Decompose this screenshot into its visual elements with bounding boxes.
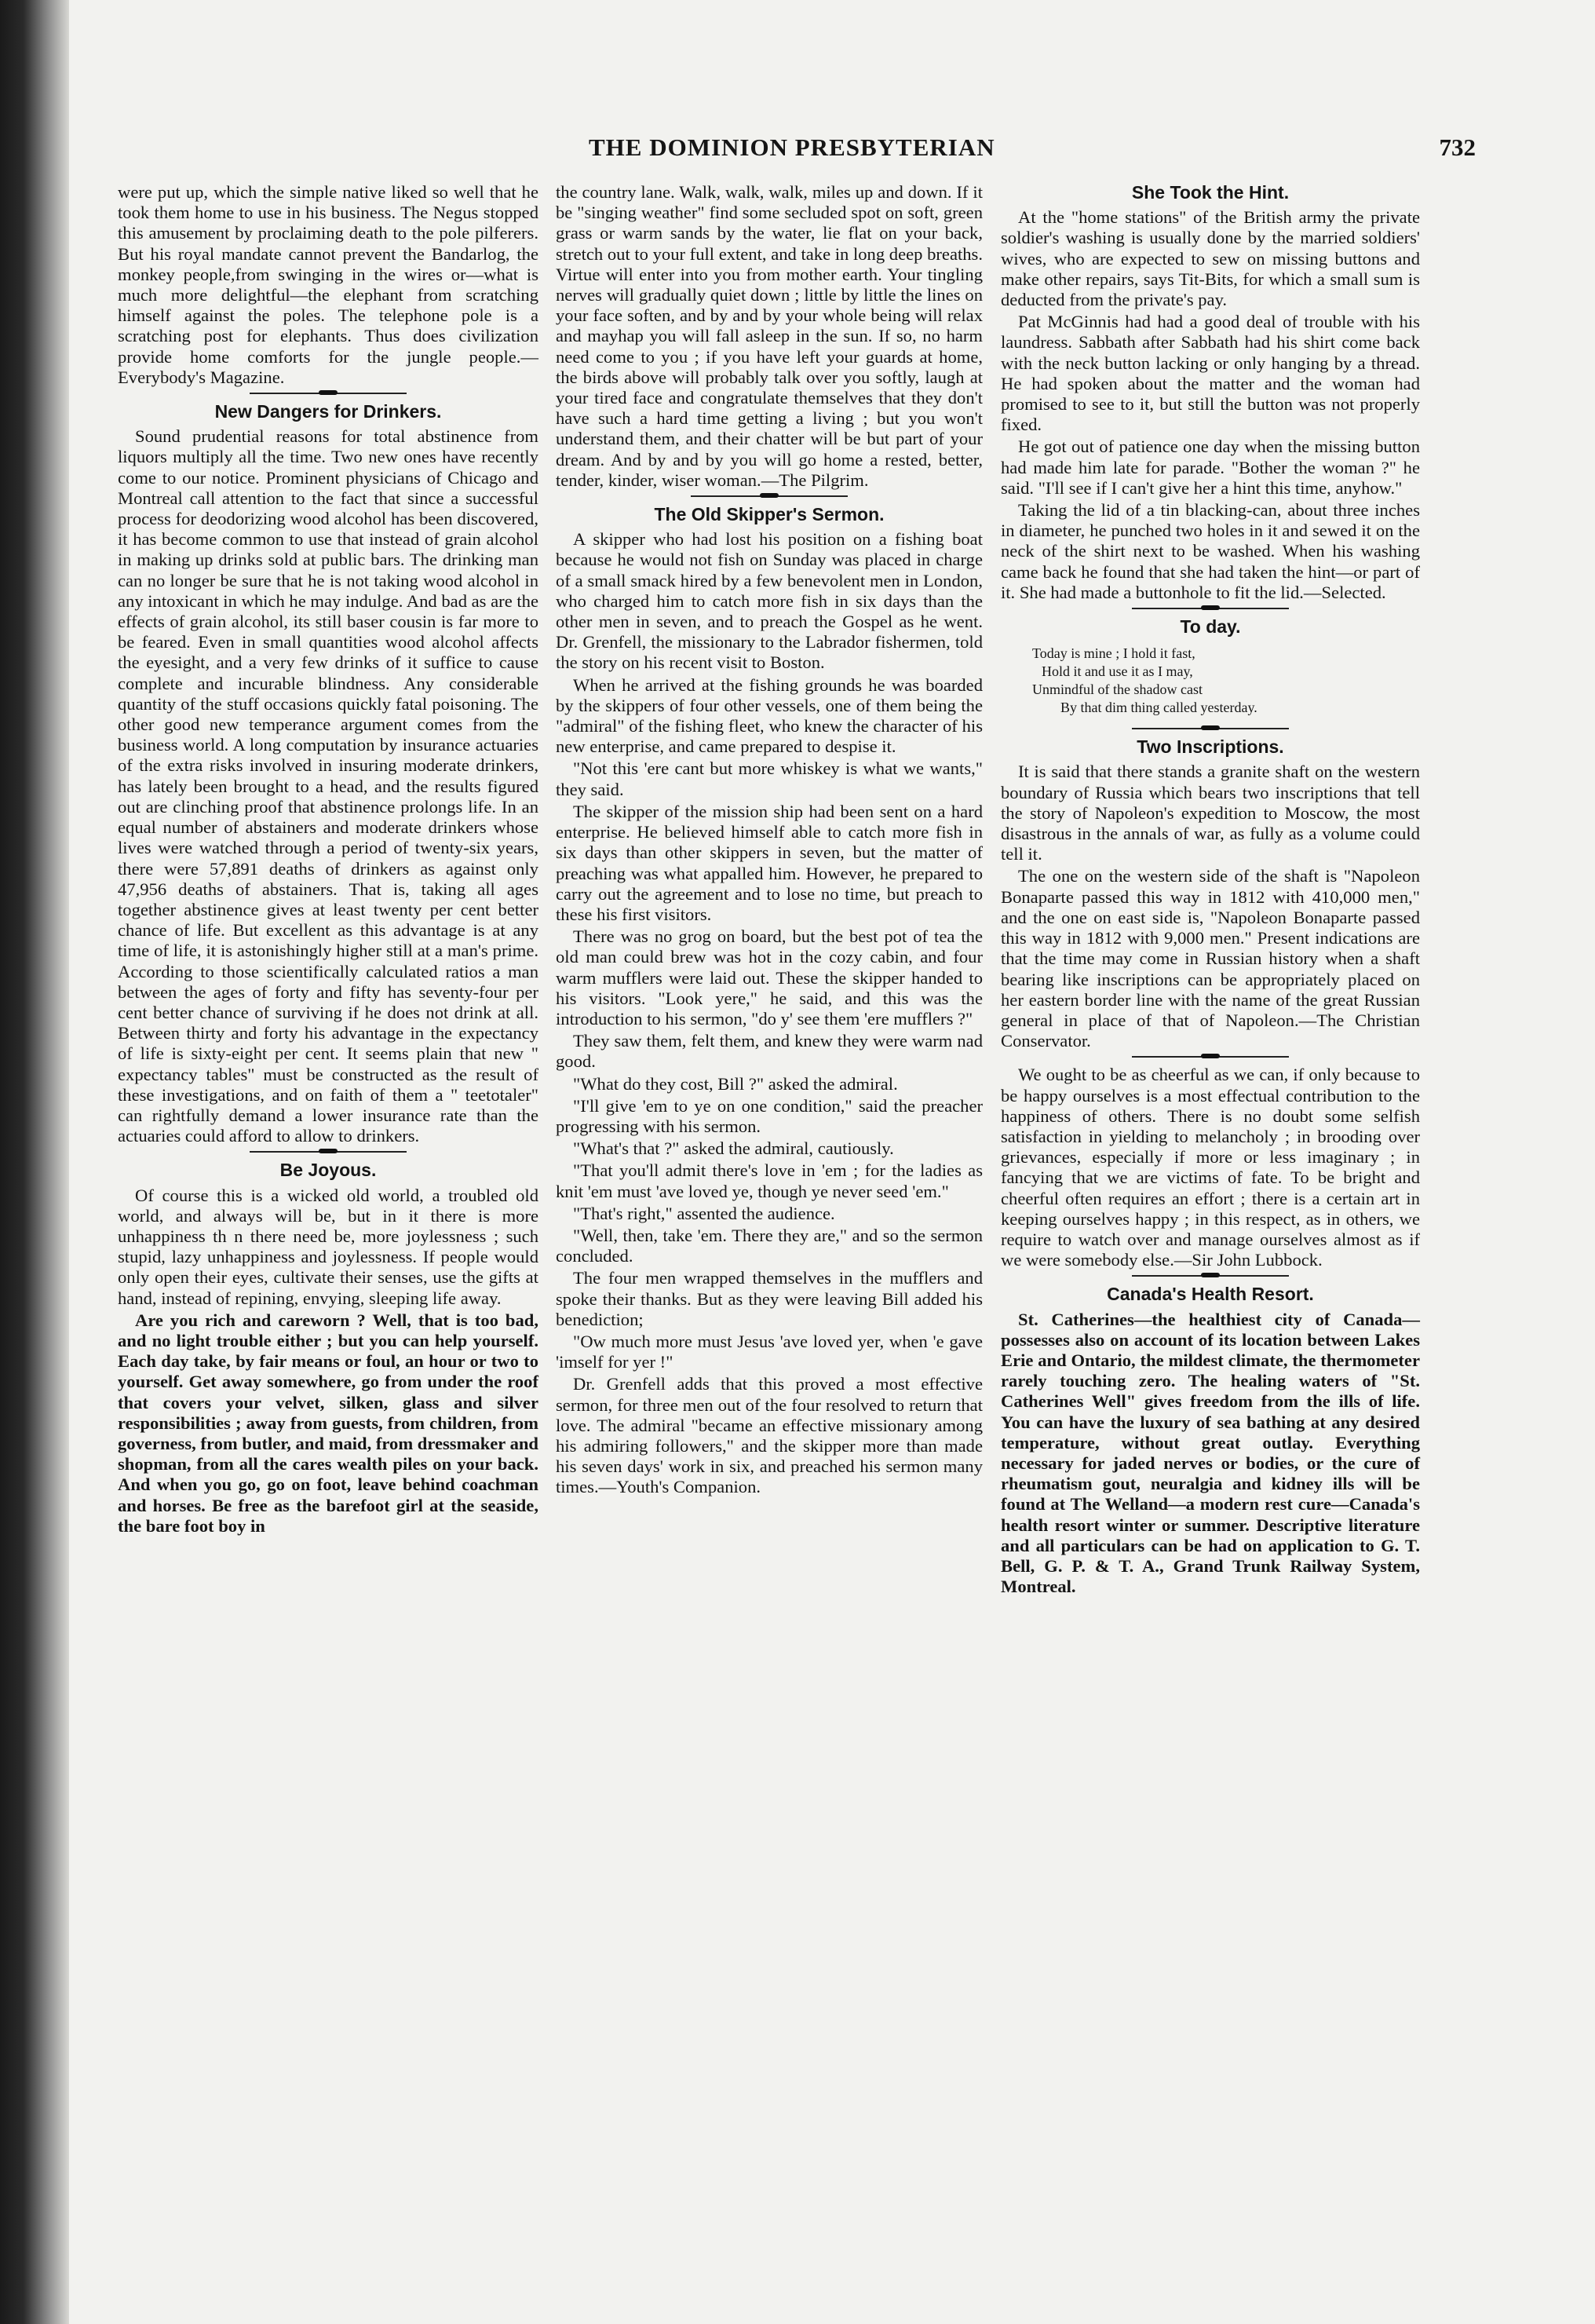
article-heading-health-resort: Canada's Health Resort. (1107, 1284, 1314, 1305)
section-divider (691, 495, 848, 499)
section-divider (1132, 1275, 1289, 1279)
article-paragraph: The four men wrapped themselves in the mufflers and spoke their thanks. But as they were leaving Bill added his benediction; (556, 1268, 983, 1329)
publication-title: THE DOMINION PRESBYTERIAN (589, 133, 995, 161)
article-continuation: the country lane. Walk, walk, walk, miles up and down. If it be "singing weather" find some secluded spot on soft, green grass or warm sands by the water, lie flat on your back, stretch out to your full extent, and take in long deep breaths. Virtue will enter into you from mother earth. Your tingling nerves will gradually quiet down ; little by little the lines on your face soften, and by and by your whole being will relax and mayhap you will fall asleep in the sun. If so, no harm need come to you ; if you have left your guards at home, the birds above will probably talk over you softly, laugh at your tired face and congratulate themselves that they don't have such a hard time getting a living ; but you won't understand them, and their chatter will be but part of your dream. And by and by you will go home a rested, better, tender, kinder, wiser woman.—The Pilgrim. (556, 182, 983, 490)
article-paragraph: It is said that there stands a granite shaft on the western boundary of Russia which bears two inscriptions that tell the story of Napoleon's expedition to Moscow, the most disastrous in the annals of war, as fully as a volume could tell it. (1001, 762, 1420, 864)
article-paragraph: At the "home stations" of the British army the private soldier's washing is usually done by the married soldiers' wives, who are expected to sew on missing buttons and make other repairs, says Tit-Bits, for which a small sum is deducted from the private's pay. (1001, 207, 1420, 310)
article-paragraph: "What's that ?" asked the admiral, cautiously. (573, 1138, 894, 1159)
section-divider (1132, 608, 1289, 612)
article-paragraph: "What do they cost, Bill ?" asked the admiral. (573, 1073, 898, 1094)
section-divider (1132, 728, 1289, 732)
article-paragraph: Sound prudential reasons for total abstinence from liquors multiply all the time. Two new ones have recently come to our notice. Prominent physicians of Chicago and Montreal call attention to the fact that since a successful process for deodorizing wood alcohol has been discovered, it has become common to use that instead of grain alcohol in making up drinks sold at public bars. The drinking man can no longer be sure that he is not taking wood alcohol in any intoxicant in which he may indulge. And bad as are the effects of grain alcohol, its still baser cousin is far more to be feared. Even in small quantities wood alcohol affects the eyesight, and a very few drinks of it suffice to cause complete and incurable blindness. Any considerable quantity of the stuff occasions quickly fatal poisoning. The other good new temperance argument comes from the business world. A long computation by insurance actuaries of the extra risks involved in insuring moderate drinkers, has lately been brought to a head, and the results figured out are clinching proof that abstinence prolongs life. In an equal number of abstainers and moderate drinkers whose lives were watched through a period of twenty-six years, there were 57,891 deaths of drinkers as against only 47,956 deaths of abstainers. That is, taking all ages together abstinence gives at least twenty per cent better chance of life. But excellent as this advantage is at any time of life, it is astonishingly higher still at a man's prime. According to those scientifically calculated ratios a man between the ages of forty and fifty has seventy-four per cent better chance of surviving if he does not drink at all. Between thirty and forty his advantage in the expectancy of life is sixty-eight per cent. It seems plain that new " expectancy tables" must be constructed as the result of these investigations, and on faith of them a " teetotaler" can rightfully demand a lower insurance rate than the actuaries could afford to allow to drinkers. (118, 426, 538, 1146)
article-paragraph: There was no grog on board, but the best pot of tea the old man could brew was hot in the cozy cabin, and four warm mufflers were laid out. These the skipper handed to his visitors. "Look yere," he said, and this was the introduction to his sermon, "do y' see them 'ere mufflers ?" (556, 926, 983, 1029)
poem-line: Today is mine ; I hold it fast, (1032, 645, 1195, 662)
article-paragraph: A skipper who had lost his position on a fishing boat because he would not fish on Sunday was placed in charge of a small smack hired by a few benevolent men in London, who charged him to catch more fish in six days than the other men in seven, and to preach the Gospel as he went. Dr. Grenfell, the missionary to the Labrador fishermen, told the story on his recent visit to Boston. (556, 529, 983, 673)
article-paragraph: Taking the lid of a tin blacking-can, about three inches in diameter, he punched two holes in it and sewed it on the neck of the shirt next to be washed. When his washing came back he found that she had taken the hint—or part of it. She had made a buttonhole to fit the lid.—Selected. (1001, 500, 1420, 602)
article-heading-two-inscriptions: Two Inscriptions. (1137, 736, 1284, 758)
section-divider (250, 1151, 407, 1155)
article-paragraph: "Not this 'ere cant but more whiskey is what we wants," they said. (556, 758, 983, 799)
poem-line: Unmindful of the shadow cast (1032, 681, 1203, 698)
article-paragraph: When he arrived at the fishing grounds he was boarded by the skippers of four other vessels, one of them being the "admiral" of the fishing fleet, who knew the character of his new enterprise, and came prepared to despise it. (556, 674, 983, 757)
article-paragraph: Pat McGinnis had had a good deal of trouble with his laundress. Sabbath after Sabbath had his shirt come back with the neck button lacking or only hanging by a thread. He had spoken about the matter and the woman had promised to see to it, but still the button was not properly fixed. (1001, 312, 1420, 435)
article-heading-old-skipper: The Old Skipper's Sermon. (654, 504, 885, 525)
column-3 (1001, 182, 1420, 1599)
article-heading-be-joyous: Be Joyous. (279, 1160, 377, 1181)
article-paragraph: "Well, then, take 'em. There they are," and so the sermon concluded. (556, 1225, 983, 1266)
article-paragraph: Are you rich and careworn ? Well, that is too bad, and no light trouble either ; but you can help yourself. Each day take, by fair means or foul, an hour or two to yourself. Get away somewhere, go from under the roof that covers your velvet, silken, glass and silver responsibilities ; away from guests, from children, from governess, from butler, and maid, from dressmaker and shopman, from all the cares wealth piles on your back. And when you go, go on foot, leave behind coachman and horses. Be free as the barefoot girl at the seaside, the bare foot boy in (118, 1310, 538, 1536)
article-continuation: were put up, which the simple native liked so well that he took them home to use in his business. The Negus stopped this amusement by proclaiming death to the pole pilferers. But his royal mandate cannot prevent the Bandarlog, the monkey people,from swinging in the wires or—what is much more delightful—the elephant from scratching himself against the poles. The telephone pole is a scratching post for elephants. Thus does civilization provide home comforts for the jungle people.—Everybody's Magazine. (118, 182, 538, 387)
article-paragraph: "Ow much more must Jesus 'ave loved yer, when 'e gave 'imself for yer !" (556, 1331, 983, 1372)
article-paragraph: We ought to be as cheerful as we can, if only because to be happy ourselves is a most effectual contribution to the happiness of others. There is no doubt some selfish satisfaction in yielding to melancholy ; in brooding over grievances, especially if more or less imaginary ; in fancying that we are victims of fate. To be bright and cheerful often requires an effort ; there is a certain art in keeping ourselves happy ; in this respect, as in others, we require to watch over and manage ourselves almost as if we were somebody else.—Sir John Lubbock. (1001, 1065, 1420, 1270)
article-heading-today: To day. (1180, 616, 1241, 638)
article-paragraph: Of course this is a wicked old world, a troubled old world, and always will be, but in it there is more unhappiness th n there need be, more joylessness ; such stupid, lazy unhappiness and joylessness. If people would only open their eyes, cultivate their senses, use the gifts at hand, instead of repining, envying, sleeping life away. (118, 1185, 538, 1308)
article-paragraph: Dr. Grenfell adds that this proved a most effective sermon, for three men out of the four resolved to return that love. The admiral "became an effective missionary among his admiring followers," and the skipper more than made his seven days' work in six, and preached his sermon many times.—Youth's Companion. (556, 1374, 983, 1497)
article-heading-took-hint: She Took the Hint. (1131, 182, 1290, 203)
article-paragraph: "That's right," assented the audience. (573, 1203, 835, 1223)
page-binding-edge (0, 0, 69, 2324)
poem-line: By that dim thing called yesterday. (1060, 700, 1257, 716)
article-paragraph: "That you'll admit there's love in 'em ; for the ladies as knit 'em must 'ave loved ye, though ye never seed 'em." (556, 1160, 983, 1201)
article-heading-new-dangers: New Dangers for Drinkers. (214, 401, 442, 422)
poem-line: Hold it and use it as I may, (1042, 663, 1193, 680)
section-divider (250, 393, 407, 396)
section-divider (1132, 1056, 1289, 1060)
article-paragraph: St. Catherines—the healthiest city of Canada—possesses also on account of its location between Lakes Erie and Ontario, the mildest climate, the thermometer rarely touching zero. The healing waters of "St. Catherines Well" gives freedom from the ills of life. You can have the luxury of sea bathing at any desired temperature, without great outlay. Everything necessary for jaded nerves or bodies, or the cure of rheumatism gout, neuralgia and kidney ills will be found at The Welland—a modern rest cure—Canada's health resort winter or summer. Descriptive literature and all particulars can be had on application to G. T. Bell, G. P. & T. A., Grand Trunk Railway System, Montreal. (1001, 1309, 1420, 1597)
article-paragraph: They saw them, felt them, and knew they were warm nad good. (556, 1031, 983, 1072)
poem (1032, 645, 1420, 717)
article-paragraph: The skipper of the mission ship had been sent on a hard enterprise. He believed himself able to catch more fish in six days than other skippers in seven, but the matter of preaching was what appalled him. However, he prepared to carry out the agreement and to lose no time, but preach to these his first visitors. (556, 801, 983, 924)
column-2 (556, 182, 983, 1500)
column-1 (118, 182, 538, 1538)
article-paragraph: The one on the western side of the shaft is "Napoleon Bonaparte passed this way in 1812 with 410,000 men," and the one on east side is, "Napoleon Bonaparte passed this way in 1812 with 9,000 men." Present indications are that the time may come in Russian history when a shaft bearing like inscriptions can be appropriately placed on her eastern border line with the name of the great Russian general in place of that of Napoleon.—The Christian Conservator. (1001, 866, 1420, 1051)
page-number: 732 (1439, 133, 1476, 161)
article-paragraph: He got out of patience one day when the missing button had made him late for parade. "Bother the woman ?" he said. "I'll see if I can't give her a hint this time, anyhow." (1001, 437, 1420, 498)
page-header (118, 133, 1476, 165)
article-paragraph: "I'll give 'em to ye on one condition," said the preacher progressing with his sermon. (556, 1095, 983, 1136)
